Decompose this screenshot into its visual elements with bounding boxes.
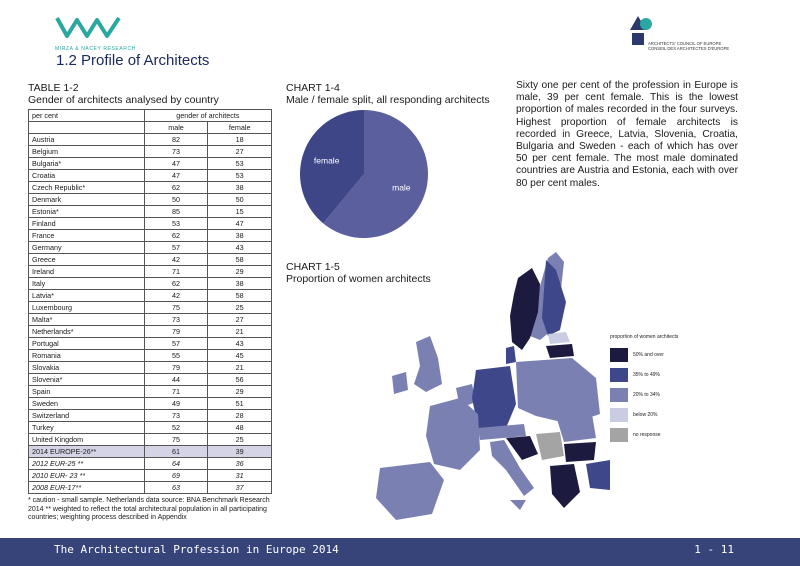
cell-male: 62 xyxy=(144,230,208,242)
cell-country: Slovakia xyxy=(29,362,145,374)
map-france xyxy=(426,398,480,470)
cell-female: 27 xyxy=(208,314,272,326)
cell-male: 75 xyxy=(144,434,208,446)
cell-country: Romania xyxy=(29,350,145,362)
table-row xyxy=(29,350,272,362)
cell-country: Netherlands* xyxy=(29,326,145,338)
pie-label-female: female xyxy=(313,155,340,166)
cell-male: 55 xyxy=(144,350,208,362)
chart15-subtitle: Proportion of women architects xyxy=(286,273,431,285)
table-row xyxy=(29,206,272,218)
map-uk xyxy=(414,336,442,392)
cell-male: 44 xyxy=(144,374,208,386)
legend-swatch xyxy=(610,388,628,402)
table-row xyxy=(29,398,272,410)
chart14-subtitle: Male / female split, all responding architects xyxy=(286,94,490,106)
cell-male: 62 xyxy=(144,182,208,194)
cell-country: 2012 EUR-25 ** xyxy=(29,458,145,470)
cell-female: 21 xyxy=(208,326,272,338)
cell-male: 42 xyxy=(144,254,208,266)
map-germany xyxy=(472,366,516,428)
table-row xyxy=(29,146,272,158)
cell-country: Bulgaria* xyxy=(29,158,145,170)
cell-country: Germany xyxy=(29,242,145,254)
cell-female: 58 xyxy=(208,254,272,266)
table-row xyxy=(29,386,272,398)
cell-male: 71 xyxy=(144,266,208,278)
cell-country: Turkey xyxy=(29,422,145,434)
cell-country: Italy xyxy=(29,278,145,290)
legend-label: below 20% xyxy=(633,411,658,418)
chart14-label: CHART 1-4 xyxy=(286,82,340,94)
cell-country: Latvia* xyxy=(29,290,145,302)
legend-item xyxy=(610,426,678,443)
cell-male: 47 xyxy=(144,158,208,170)
cell-male: 73 xyxy=(144,146,208,158)
cell-country: Finland xyxy=(29,218,145,230)
cell-female: 27 xyxy=(208,146,272,158)
table-label: TABLE 1-2 xyxy=(28,82,79,94)
table-row xyxy=(29,254,272,266)
cell-male: 49 xyxy=(144,398,208,410)
map-ireland xyxy=(392,372,408,394)
page-number: 1 - 11 xyxy=(694,543,734,556)
cell-country: Luxembourg xyxy=(29,302,145,314)
cell-country: 2010 EUR- 23 ** xyxy=(29,470,145,482)
col-group-gender: gender of architects xyxy=(144,110,271,122)
cell-male: 63 xyxy=(144,482,208,494)
cell-male: 62 xyxy=(144,278,208,290)
cell-female: 50 xyxy=(208,194,272,206)
chart15-label: CHART 1-5 xyxy=(286,261,340,273)
col-per-cent: per cent xyxy=(29,110,145,122)
map-estonia xyxy=(548,332,570,344)
table-row xyxy=(29,470,272,482)
table-row xyxy=(29,194,272,206)
page-title: 1.2 Profile of Architects xyxy=(56,52,210,69)
cell-male: 57 xyxy=(144,242,208,254)
legend-items xyxy=(610,346,678,443)
table-subheader-row xyxy=(29,122,272,134)
cell-country: 2014 EUROPE-26** xyxy=(29,446,145,458)
cell-country: France xyxy=(29,230,145,242)
ace-brand-line2: CONSEIL DES ARCHITECTES D'EUROPE xyxy=(648,46,730,51)
cell-male: 79 xyxy=(144,326,208,338)
cell-female: 38 xyxy=(208,230,272,242)
cell-female: 28 xyxy=(208,410,272,422)
legend-swatch xyxy=(610,368,628,382)
gender-table-block xyxy=(28,82,274,523)
cell-country: Slovenia* xyxy=(29,374,145,386)
cell-country: 2008 EUR-17** xyxy=(29,482,145,494)
legend-label: 20% to 34% xyxy=(633,391,660,398)
map-greece xyxy=(550,464,580,508)
chart-1-4 xyxy=(286,82,490,247)
pie-chart xyxy=(286,106,446,242)
cell-female: 25 xyxy=(208,434,272,446)
map-sicily xyxy=(510,500,526,510)
table-row xyxy=(29,362,272,374)
table-footnote: * caution - small sample. Netherlands data source: BNA Benchmark Research 2014 ** weighted to reflect the total architectural population in all participating countries; weighting process described in Appendix xyxy=(28,497,270,521)
cell-country: Spain xyxy=(29,386,145,398)
table-row xyxy=(29,326,272,338)
cell-female: 21 xyxy=(208,362,272,374)
pie-label-male: male xyxy=(392,182,411,193)
cell-female: 53 xyxy=(208,158,272,170)
table-row xyxy=(29,314,272,326)
cell-female: 51 xyxy=(208,398,272,410)
cell-female: 43 xyxy=(208,338,272,350)
table-row xyxy=(29,218,272,230)
cell-country: Czech Republic* xyxy=(29,182,145,194)
table-row xyxy=(29,410,272,422)
cell-country: Austria xyxy=(29,134,145,146)
legend-label: no response xyxy=(633,431,661,438)
legend-title: proportion of women architects xyxy=(610,334,679,340)
ace-logo xyxy=(628,14,730,53)
cell-male: 52 xyxy=(144,422,208,434)
legend-item xyxy=(610,406,678,423)
cell-country: Croatia xyxy=(29,170,145,182)
legend-swatch xyxy=(610,408,628,422)
cell-male: 42 xyxy=(144,290,208,302)
table-row xyxy=(29,374,272,386)
cell-female: 48 xyxy=(208,422,272,434)
cell-male: 75 xyxy=(144,302,208,314)
table-row xyxy=(29,458,272,470)
cell-country: Denmark xyxy=(29,194,145,206)
cell-female: 56 xyxy=(208,374,272,386)
europe-map xyxy=(360,238,610,538)
cell-country: Belgium xyxy=(29,146,145,158)
map-romania xyxy=(556,414,596,442)
legend-swatch xyxy=(610,428,628,442)
legend-swatch xyxy=(610,348,628,362)
table-row xyxy=(29,422,272,434)
cell-country: Ireland xyxy=(29,266,145,278)
col-male: male xyxy=(144,122,208,134)
logo-mark-icon xyxy=(55,14,123,40)
legend-label: 35% to 49% xyxy=(633,371,660,378)
table-row xyxy=(29,242,272,254)
cell-male: 64 xyxy=(144,458,208,470)
cell-male: 47 xyxy=(144,170,208,182)
col-blank xyxy=(29,122,145,134)
cell-country: Estonia* xyxy=(29,206,145,218)
table-row xyxy=(29,290,272,302)
map-denmark xyxy=(506,346,516,364)
table-row xyxy=(29,134,272,146)
cell-male: 79 xyxy=(144,362,208,374)
ace-brand-line1: ARCHITECTS' COUNCIL OF EUROPE xyxy=(648,41,722,46)
cell-country: Portugal xyxy=(29,338,145,350)
cell-male: 53 xyxy=(144,218,208,230)
cell-male: 85 xyxy=(144,206,208,218)
table-row xyxy=(29,338,272,350)
cell-male: 73 xyxy=(144,314,208,326)
cell-country: Greece xyxy=(29,254,145,266)
map-bulgaria xyxy=(564,442,596,462)
gender-table xyxy=(28,109,272,494)
cell-female: 47 xyxy=(208,218,272,230)
legend-item xyxy=(610,346,678,363)
map-latvia xyxy=(546,344,574,358)
cell-female: 38 xyxy=(208,278,272,290)
cell-male: 57 xyxy=(144,338,208,350)
map-iberia xyxy=(376,462,444,520)
map-east xyxy=(516,358,600,424)
table-body xyxy=(29,134,272,494)
footer-title: The Architectural Profession in Europe 2014 xyxy=(54,543,339,556)
summary-paragraph: Sixty one per cent of the profession in Europe is male, 39 per cent female. This is the lowest proportion of males recorded in the four surveys. Highest proportion of female architects is recorded in Greece, Latvia, Slovenia, Croatia, Bulgaria and Sweden - each of which has over 50 per cent female. The most male dominated countries are Austria and Estonia, each with over 80 per cent males. xyxy=(516,80,738,189)
cell-male: 73 xyxy=(144,410,208,422)
cell-male: 61 xyxy=(144,446,208,458)
page-footer xyxy=(0,538,800,566)
cell-female: 31 xyxy=(208,470,272,482)
cell-male: 82 xyxy=(144,134,208,146)
table-row xyxy=(29,446,272,458)
cell-country: Malta* xyxy=(29,314,145,326)
col-female: female xyxy=(208,122,272,134)
table-row xyxy=(29,158,272,170)
ace-brand-text xyxy=(648,41,729,51)
cell-male: 50 xyxy=(144,194,208,206)
table-subtitle: Gender of architects analysed by country xyxy=(28,94,219,106)
legend-item xyxy=(610,386,678,403)
map-legend xyxy=(610,334,678,446)
legend-item xyxy=(610,366,678,383)
cell-country: Sweden xyxy=(29,398,145,410)
cell-female: 29 xyxy=(208,266,272,278)
cell-country: Switzerland xyxy=(29,410,145,422)
cell-female: 36 xyxy=(208,458,272,470)
cell-male: 71 xyxy=(144,386,208,398)
map-balkans xyxy=(536,432,564,460)
table-row xyxy=(29,266,272,278)
table-row xyxy=(29,302,272,314)
cell-female: 58 xyxy=(208,290,272,302)
cell-female: 53 xyxy=(208,170,272,182)
cell-female: 37 xyxy=(208,482,272,494)
cell-female: 29 xyxy=(208,386,272,398)
table-row xyxy=(29,278,272,290)
logo-brand-text: MIRZA & NACEY RESEARCH xyxy=(55,46,136,52)
cell-female: 39 xyxy=(208,446,272,458)
table-row xyxy=(29,434,272,446)
cell-male: 69 xyxy=(144,470,208,482)
cell-female: 45 xyxy=(208,350,272,362)
legend-label: 50% and over xyxy=(633,351,664,358)
table-row xyxy=(29,170,272,182)
cell-female: 43 xyxy=(208,242,272,254)
cell-female: 15 xyxy=(208,206,272,218)
cell-female: 38 xyxy=(208,182,272,194)
cell-female: 25 xyxy=(208,302,272,314)
table-row xyxy=(29,482,272,494)
mirza-nacey-logo xyxy=(55,14,136,52)
table-row xyxy=(29,230,272,242)
table-row xyxy=(29,182,272,194)
map-turkey xyxy=(586,460,610,490)
cell-female: 18 xyxy=(208,134,272,146)
cell-country: United Kingdom xyxy=(29,434,145,446)
table-header-row xyxy=(29,110,272,122)
